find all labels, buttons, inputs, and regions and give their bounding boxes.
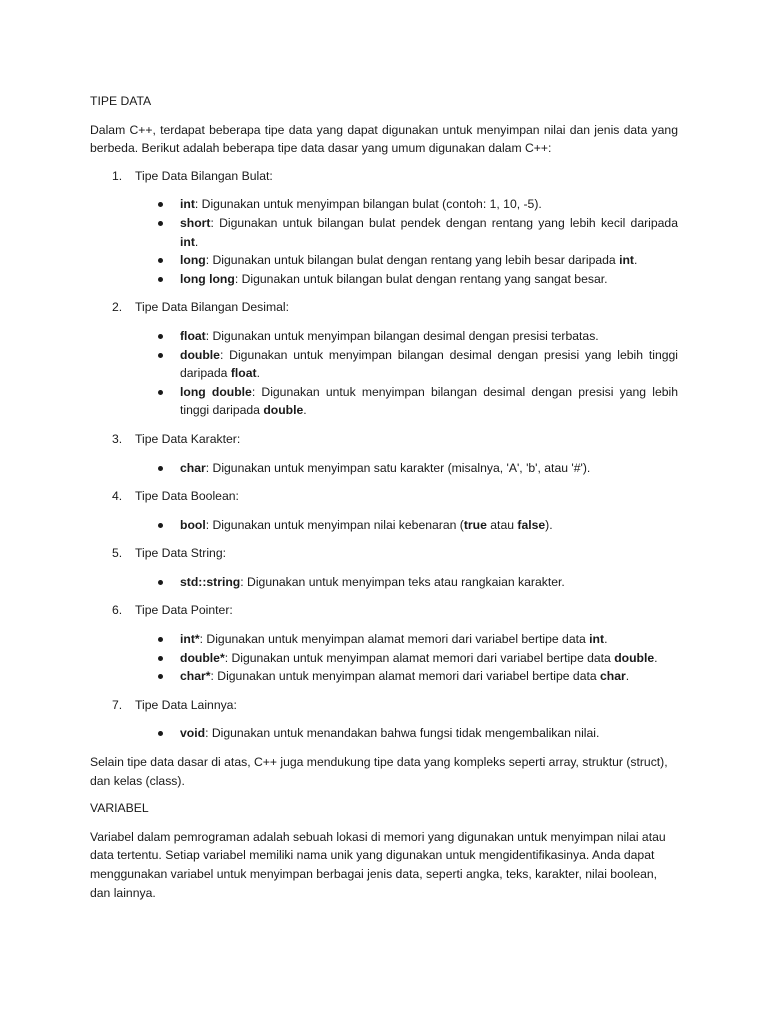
type-reference: float [230, 366, 257, 381]
category-heading [90, 601, 678, 620]
document-body [90, 92, 678, 911]
type-reference: int [589, 632, 605, 647]
type-description: : Digunakan untuk menyimpan alamat memori dari variabel bertipe data [210, 669, 601, 684]
category-title: Tipe Data Bilangan Desimal: [135, 300, 289, 315]
category-title: Tipe Data Lainnya: [135, 697, 237, 712]
type-list-item [90, 214, 678, 251]
type-reference: true [463, 517, 487, 532]
bullet-dot [158, 580, 163, 585]
type-term: long [180, 253, 206, 268]
category-item [90, 430, 678, 477]
type-list-item [90, 516, 678, 535]
type-list-item [90, 346, 678, 383]
bullet-dot [158, 202, 163, 207]
type-description: : Digunakan untuk menyimpan bilangan desimal dengan presisi terbatas. [205, 328, 599, 343]
category-number: 4. [112, 489, 123, 504]
type-term: long long [180, 271, 235, 286]
type-description-mid: atau [486, 517, 518, 532]
category-item [90, 487, 678, 534]
bullet-dot [158, 523, 163, 528]
bullet-dot [158, 258, 163, 263]
type-description: : Digunakan untuk menyimpan nilai kebenaran ( [205, 517, 464, 532]
type-list [90, 516, 678, 535]
section-heading-variabel: VARIABEL [90, 801, 149, 816]
closing-paragraph: Selain tipe data dasar di atas, C++ juga mendukung tipe data yang kompleks seperti array, struktur (struct), dan kelas (class). [90, 755, 668, 788]
type-list-item [90, 270, 678, 289]
category-heading [90, 167, 678, 186]
category-heading [90, 487, 678, 506]
type-description-end: . [194, 234, 199, 249]
type-list-item [90, 251, 678, 270]
category-item [90, 167, 678, 289]
type-description-end: . [633, 253, 638, 268]
category-number: 6. [112, 603, 123, 618]
type-description: : Digunakan untuk menyimpan bilangan bulat (contoh: 1, 10, -5). [194, 197, 542, 212]
type-list-item [90, 383, 678, 420]
type-list [90, 327, 678, 420]
intro-paragraph: Dalam C++, terdapat beberapa tipe data yang dapat digunakan untuk menyimpan nilai dan jenis data yang berbeda. Berikut adalah beberapa tipe data dasar yang umum digunakan dalam C++: [90, 122, 678, 156]
category-title: Tipe Data Pointer: [135, 603, 233, 618]
type-term: double [180, 347, 220, 362]
type-description-end: . [654, 650, 658, 665]
bullet-dot [158, 656, 163, 661]
type-list [90, 459, 678, 478]
type-description-end: . [256, 366, 260, 381]
type-term: int* [180, 632, 200, 647]
type-description-end: ). [545, 517, 553, 532]
bullet-dot [158, 390, 163, 395]
type-description-end: . [604, 632, 608, 647]
type-description: : Digunakan untuk menyimpan alamat memori dari variabel bertipe data [224, 650, 615, 665]
type-term: char [180, 460, 206, 475]
type-reference: char [600, 669, 626, 684]
type-description: : Digunakan untuk menyimpan teks atau rangkaian karakter. [240, 574, 565, 589]
type-list [90, 195, 678, 288]
category-number: 1. [112, 168, 123, 183]
type-reference: double [614, 650, 655, 665]
type-description-end: . [625, 669, 630, 684]
category-heading [90, 544, 678, 563]
category-item [90, 544, 678, 591]
category-heading [90, 696, 678, 715]
type-term: int [180, 197, 195, 212]
type-list-item [90, 459, 678, 478]
type-term: std::string [180, 574, 241, 589]
type-list-item [90, 573, 678, 592]
type-description: : Digunakan untuk menyimpan alamat memori dari variabel bertipe data [199, 632, 590, 647]
type-description: : Digunakan untuk bilangan bulat pendek dengan rentang yang lebih kecil daripada [210, 215, 678, 230]
type-description: : Digunakan untuk menandakan bahwa fungsi tidak mengembalikan nilai. [205, 726, 600, 741]
type-term: float [180, 328, 206, 343]
type-description: : Digunakan untuk bilangan bulat dengan rentang yang sangat besar. [234, 271, 608, 286]
category-title: Tipe Data Boolean: [135, 489, 239, 504]
bullet-dot [158, 674, 163, 679]
type-reference: int [180, 234, 195, 249]
type-term: char* [180, 669, 211, 684]
bullet-dot [158, 334, 163, 339]
category-title: Tipe Data Karakter: [135, 431, 241, 446]
category-title: Tipe Data String: [135, 546, 226, 561]
type-term: long double [180, 384, 252, 399]
type-description: : Digunakan untuk menyimpan bilangan desimal dengan presisi yang lebih tinggi daripada [180, 347, 678, 381]
category-item [90, 298, 678, 420]
type-list [90, 724, 678, 743]
category-number: 7. [112, 697, 123, 712]
type-list-item [90, 667, 678, 686]
type-list-item [90, 327, 678, 346]
category-number: 3. [112, 431, 123, 446]
type-description: : Digunakan untuk bilangan bulat dengan rentang yang lebih besar daripada [205, 253, 620, 268]
bullet-dot [158, 221, 163, 226]
type-list-item [90, 195, 678, 214]
variabel-paragraph: Variabel dalam pemrograman adalah sebuah lokasi di memori yang digunakan untuk menyimpan nilai atau data tertentu. Setiap variabel memiliki nama unik yang digunakan untuk mengidentifikasinya. Anda dapat menggunakan variabel untuk menyimpan berbagai jenis data, seperti angka, teks, karakter, nilai boolean, dan lainnya. [90, 829, 666, 900]
section-heading-tipe-data: TIPE DATA [90, 94, 152, 108]
category-item [90, 696, 678, 743]
bullet-dot [158, 353, 163, 358]
type-term: bool [180, 517, 206, 532]
type-list [90, 573, 678, 592]
type-list-item [90, 724, 678, 743]
type-term: short [180, 215, 211, 230]
type-description: : Digunakan untuk menyimpan bilangan desimal dengan presisi yang lebih tinggi daripada [180, 384, 678, 418]
bullet-dot [158, 637, 163, 642]
data-type-category-list [90, 167, 678, 743]
type-list-item [90, 630, 678, 649]
type-list-item [90, 649, 678, 668]
type-reference: int [619, 253, 634, 268]
category-number: 2. [112, 300, 123, 315]
category-heading [90, 298, 678, 317]
type-term: void [180, 726, 206, 741]
type-reference: double [263, 403, 304, 418]
category-title: Tipe Data Bilangan Bulat: [135, 168, 273, 183]
type-term: double* [180, 650, 225, 665]
type-reference: false [517, 517, 546, 532]
category-item [90, 601, 678, 685]
category-heading [90, 430, 678, 449]
type-description-end: . [303, 403, 307, 418]
type-list [90, 630, 678, 686]
type-description: : Digunakan untuk menyimpan satu karakter (misalnya, 'A', 'b', atau '#'). [205, 460, 591, 475]
bullet-dot [158, 466, 163, 471]
bullet-dot [158, 277, 163, 282]
category-number: 5. [112, 546, 123, 561]
bullet-dot [158, 731, 163, 736]
